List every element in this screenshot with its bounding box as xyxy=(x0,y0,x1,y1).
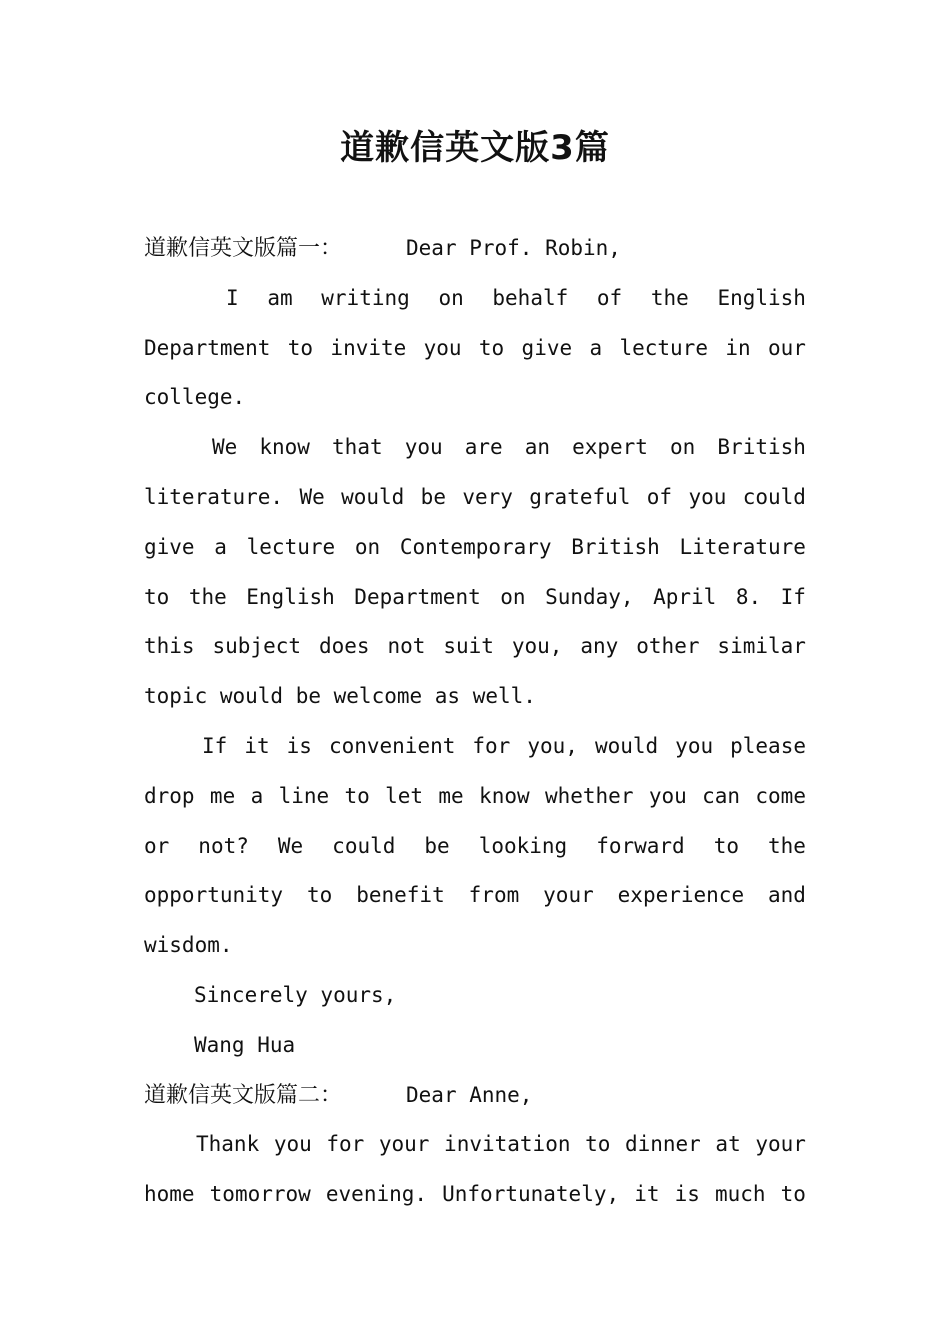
word: drop xyxy=(144,783,195,808)
word: of xyxy=(646,484,673,509)
word: whether xyxy=(544,783,634,808)
word: you, xyxy=(511,634,563,659)
word: could xyxy=(332,833,396,858)
word: I xyxy=(226,285,239,310)
word: does xyxy=(318,634,370,659)
word: at xyxy=(715,1132,741,1157)
word: English xyxy=(717,285,806,310)
word: on xyxy=(438,285,464,310)
word: am xyxy=(267,285,293,310)
word: 8. xyxy=(735,584,762,609)
word: an xyxy=(524,435,551,460)
word: come xyxy=(755,783,806,808)
word: We xyxy=(299,484,325,509)
paragraph-line xyxy=(144,772,806,822)
word: If xyxy=(780,584,806,609)
paragraph-line xyxy=(144,423,806,473)
word: to xyxy=(287,335,314,360)
word: of xyxy=(596,285,623,310)
word: If xyxy=(202,733,228,758)
word: April xyxy=(653,584,717,609)
word: a xyxy=(589,335,603,360)
word: give xyxy=(521,335,573,360)
word: would xyxy=(594,733,659,758)
word: can xyxy=(702,783,741,808)
word: to xyxy=(307,883,333,908)
document-title: 道歉信英文版3篇 xyxy=(340,128,610,168)
word: dinner xyxy=(624,1132,701,1157)
word: are xyxy=(464,435,503,460)
word: Literature xyxy=(679,534,806,559)
paragraph-line xyxy=(144,722,806,772)
word: forward xyxy=(596,833,685,858)
word: let xyxy=(385,783,424,808)
paragraph-line xyxy=(144,622,806,672)
letter2-salutation: Dear Anne, xyxy=(406,1082,533,1107)
word: in xyxy=(725,335,751,360)
word: similar xyxy=(717,634,806,659)
word: benefit xyxy=(356,883,445,908)
word: our xyxy=(767,335,806,360)
word: Thank xyxy=(196,1132,260,1157)
word: from xyxy=(468,883,520,908)
letter1-heading-label: 道歉信英文版篇一： xyxy=(144,236,343,261)
word: evening. xyxy=(325,1182,428,1207)
word: not? xyxy=(198,833,249,858)
word: tomorrow xyxy=(209,1182,311,1207)
word: on xyxy=(354,534,381,559)
word: We xyxy=(277,833,304,858)
letter1-signature: Wang Hua xyxy=(194,1032,296,1057)
word: your xyxy=(543,883,594,908)
word: me xyxy=(438,783,464,808)
word: a xyxy=(214,534,227,559)
word: expert xyxy=(572,435,648,460)
word: invitation xyxy=(444,1132,571,1157)
word: for xyxy=(472,733,511,758)
paragraph-line xyxy=(144,1170,806,1220)
word: me xyxy=(209,783,236,808)
word: you, xyxy=(527,733,578,758)
word: the xyxy=(188,584,227,609)
word: know xyxy=(259,435,310,460)
paragraph-line: topic would be welcome as well. xyxy=(144,684,536,709)
word: please xyxy=(730,733,806,758)
word: to xyxy=(478,335,505,360)
word: or xyxy=(144,833,170,858)
word: home xyxy=(144,1182,195,1207)
word: know xyxy=(479,783,530,808)
paragraph-line: wisdom. xyxy=(144,933,233,958)
word: English xyxy=(246,584,335,609)
word: you xyxy=(273,1132,312,1157)
word: writing xyxy=(321,285,410,310)
word: opportunity xyxy=(144,883,284,908)
word: invite xyxy=(330,335,407,360)
word: line xyxy=(278,783,330,808)
word: British xyxy=(571,534,660,559)
word: be xyxy=(424,833,450,858)
word: you xyxy=(688,484,727,509)
word: your xyxy=(378,1132,430,1157)
word: would xyxy=(341,484,405,509)
letter1-heading xyxy=(144,224,806,274)
word: for xyxy=(326,1132,365,1157)
word: experience xyxy=(617,883,745,908)
word: to xyxy=(780,1182,806,1207)
paragraph-line xyxy=(144,1120,806,1170)
letter2-heading-label: 道歉信英文版篇二： xyxy=(144,1082,343,1108)
paragraph-line xyxy=(144,573,806,623)
word: you xyxy=(675,733,714,758)
paragraph-line xyxy=(144,871,806,921)
word: to xyxy=(713,833,740,858)
paragraph-line xyxy=(144,822,806,872)
word: We xyxy=(212,435,238,460)
word: Unfortunately, xyxy=(442,1182,620,1207)
word: Contemporary xyxy=(399,534,552,559)
paragraph-line xyxy=(144,473,806,523)
word: much xyxy=(714,1182,766,1207)
letter1-salutation: Dear Prof. Robin, xyxy=(406,236,621,260)
word: the xyxy=(768,833,806,858)
word: to xyxy=(585,1132,611,1157)
word: a xyxy=(250,783,264,808)
word: your xyxy=(755,1132,806,1157)
word: other xyxy=(636,634,700,659)
word: on xyxy=(500,584,526,609)
word: literature. xyxy=(144,484,284,509)
paragraph-line: college. xyxy=(144,385,246,410)
word: Sunday, xyxy=(545,584,634,609)
word: it xyxy=(634,1182,660,1207)
letter2-heading xyxy=(144,1071,806,1121)
word: and xyxy=(768,883,806,908)
word: suit xyxy=(443,634,494,659)
word: you xyxy=(648,783,687,808)
word: that xyxy=(332,435,383,460)
paragraph-line xyxy=(144,523,806,573)
word: behalf xyxy=(492,285,569,310)
paragraph-line xyxy=(144,274,806,324)
word: you xyxy=(404,435,443,460)
word: the xyxy=(650,285,689,310)
word: could xyxy=(742,484,806,509)
word: this xyxy=(144,634,195,659)
document-body xyxy=(144,224,806,1220)
word: convenient xyxy=(328,733,456,758)
paragraph-line xyxy=(144,324,806,374)
word: give xyxy=(144,534,195,559)
word: you xyxy=(423,335,462,360)
word: any xyxy=(580,634,619,659)
word: British xyxy=(717,435,806,460)
word: is xyxy=(674,1182,700,1207)
letter1-closing: Sincerely yours, xyxy=(194,982,397,1007)
word: subject xyxy=(212,634,302,659)
word: Department xyxy=(144,335,271,360)
word: to xyxy=(344,783,370,808)
word: it xyxy=(244,733,270,758)
word: is xyxy=(286,733,312,758)
word: be xyxy=(420,484,446,509)
word: very xyxy=(462,484,513,509)
word: looking xyxy=(478,833,568,858)
word: to xyxy=(144,584,170,609)
word: lecture xyxy=(619,335,708,360)
word: grateful xyxy=(529,484,631,509)
word: on xyxy=(670,435,696,460)
word: not xyxy=(387,634,426,659)
word: Department xyxy=(354,584,481,609)
word: lecture xyxy=(246,534,336,559)
